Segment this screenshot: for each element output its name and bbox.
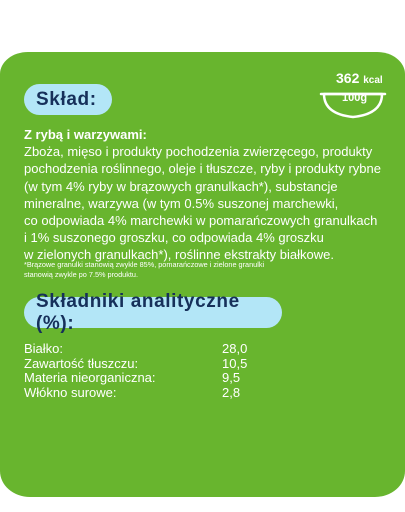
- energy-value: 362: [336, 70, 360, 86]
- footnote-line: *Brązowe granulki stanowią zwykle 85%, pomarańczowe i zielone granulki: [24, 260, 265, 269]
- analysis-row-name: Włókno surowe:: [24, 384, 117, 400]
- composition-heading-pill: [24, 84, 112, 115]
- analysis-row-value: 9,5: [222, 370, 241, 385]
- analysis-row-name: Białko:: [24, 341, 64, 356]
- analysis-row-value: 10,5: [222, 355, 248, 371]
- analysis-row: [24, 386, 304, 401]
- ingredients-line: Zboża, mięso i produkty pochodzenia zwierzęcego, produkty: [24, 144, 373, 160]
- analysis-heading-pill: [24, 290, 282, 334]
- ingredients-line: mineralne, warzywa (w tym 0.5% suszonej marchewki,: [24, 195, 339, 211]
- energy-badge: [318, 70, 388, 120]
- ingredients-line: pochodzenia roślinnego, oleje i tłuszcze, ryby i produkty rybne: [24, 161, 381, 177]
- ingredients-line: co odpowiada 4% marchewki w pomarańczowych granulkach: [24, 213, 378, 229]
- analysis-table: [24, 342, 304, 400]
- analysis-row-value: 28,0: [222, 341, 248, 356]
- ingredients-subheading: Z rybą i warzywami:: [24, 127, 147, 142]
- ingredients-text: [24, 126, 384, 264]
- ingredients-line: (w tym 4% ryby w brązowych granulkach*), substancje: [24, 178, 338, 194]
- footnote: [24, 260, 324, 280]
- analysis-row: [24, 371, 304, 386]
- analysis-row: [24, 342, 304, 357]
- ingredients-line: i 1% suszonego groszku, co odpowiada 4% groszku: [24, 230, 324, 246]
- analysis-heading: Składniki analityczne (%):: [36, 290, 240, 334]
- ingredients-line: w zielonych granulkach*), roślinne ekstrakty białkowe.: [24, 247, 334, 263]
- energy-portion: 100g: [342, 92, 368, 104]
- nutrition-panel: [0, 52, 405, 497]
- composition-heading: Skład:: [36, 88, 97, 110]
- analysis-row-name: Materia nieorganiczna:: [24, 370, 156, 385]
- footnote-line: stanowią zwykle po 7.5% produktu.: [24, 270, 138, 279]
- analysis-row-name: Zawartość tłuszczu:: [24, 355, 139, 371]
- analysis-row: [24, 357, 304, 372]
- analysis-row-value: 2,8: [222, 384, 241, 400]
- energy-unit: kcal: [363, 75, 383, 86]
